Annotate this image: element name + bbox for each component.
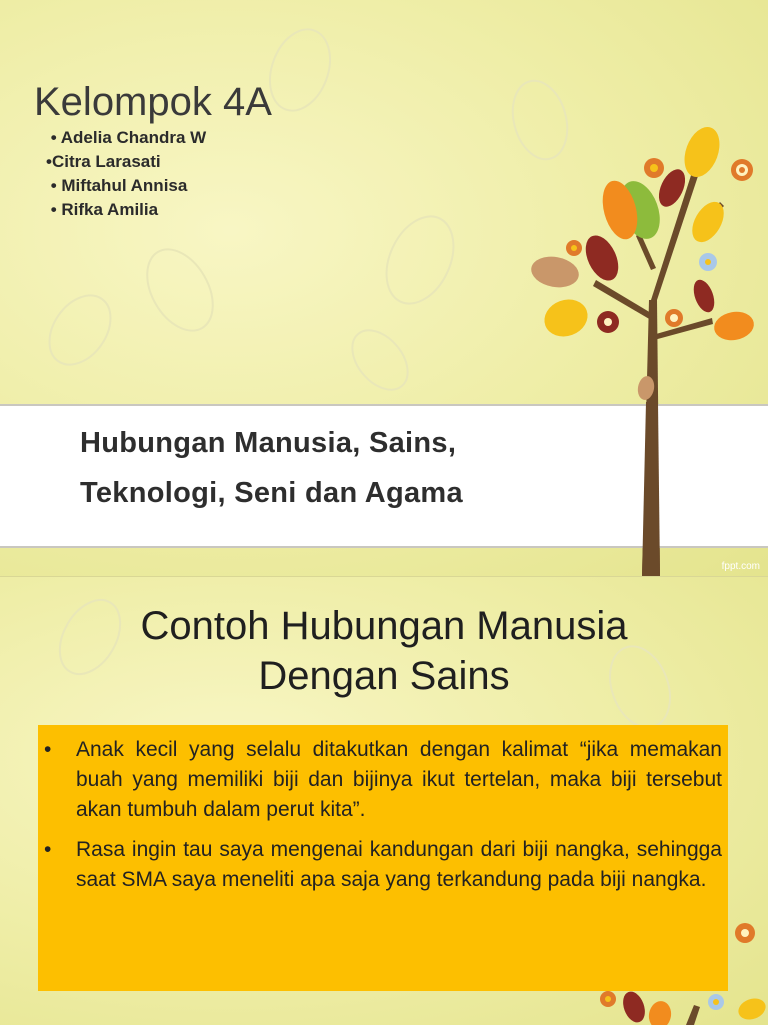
flower-icon: [600, 991, 616, 1007]
bullet-item: • Rasa ingin tau saya mengenai kandungan dari biji nangka, sehingga saat SMA saya meneliti apa saja yang terkandung pada biji nangka.: [76, 835, 722, 895]
watermark: fppt.com: [721, 561, 760, 572]
slide-title-line-1: Contoh Hubungan Manusia: [140, 604, 628, 648]
group-title: Kelompok 4A: [34, 80, 272, 124]
flower-icon: [708, 994, 724, 1010]
corner-decoration: [0, 577, 768, 1025]
leaf-icon: [619, 989, 649, 1025]
member-item: • Adelia Chandra W: [46, 128, 207, 147]
slide-title-line-2: Dengan Sains: [258, 654, 510, 698]
member-item: • Miftahul Annisa: [46, 176, 188, 195]
flower-icon: [735, 923, 755, 943]
topic-line-2: Teknologi, Seni dan Agama: [80, 477, 463, 509]
member-item: •Citra Larasati: [46, 152, 161, 171]
leaf-icon: [735, 995, 768, 1023]
leaf-icon: [647, 999, 674, 1025]
content-slide: [0, 576, 768, 1025]
bullet-item: • Anak kecil yang selalu ditakutkan dengan kalimat “jika memakan buah yang memiliki biji dan bijinya ikut tertelan, maka biji tersebut akan tumbuh dalam perut kita”.: [76, 735, 722, 825]
member-item: • Rifka Amilia: [46, 200, 159, 219]
topic-line-1: Hubungan Manusia, Sains,: [80, 427, 457, 459]
